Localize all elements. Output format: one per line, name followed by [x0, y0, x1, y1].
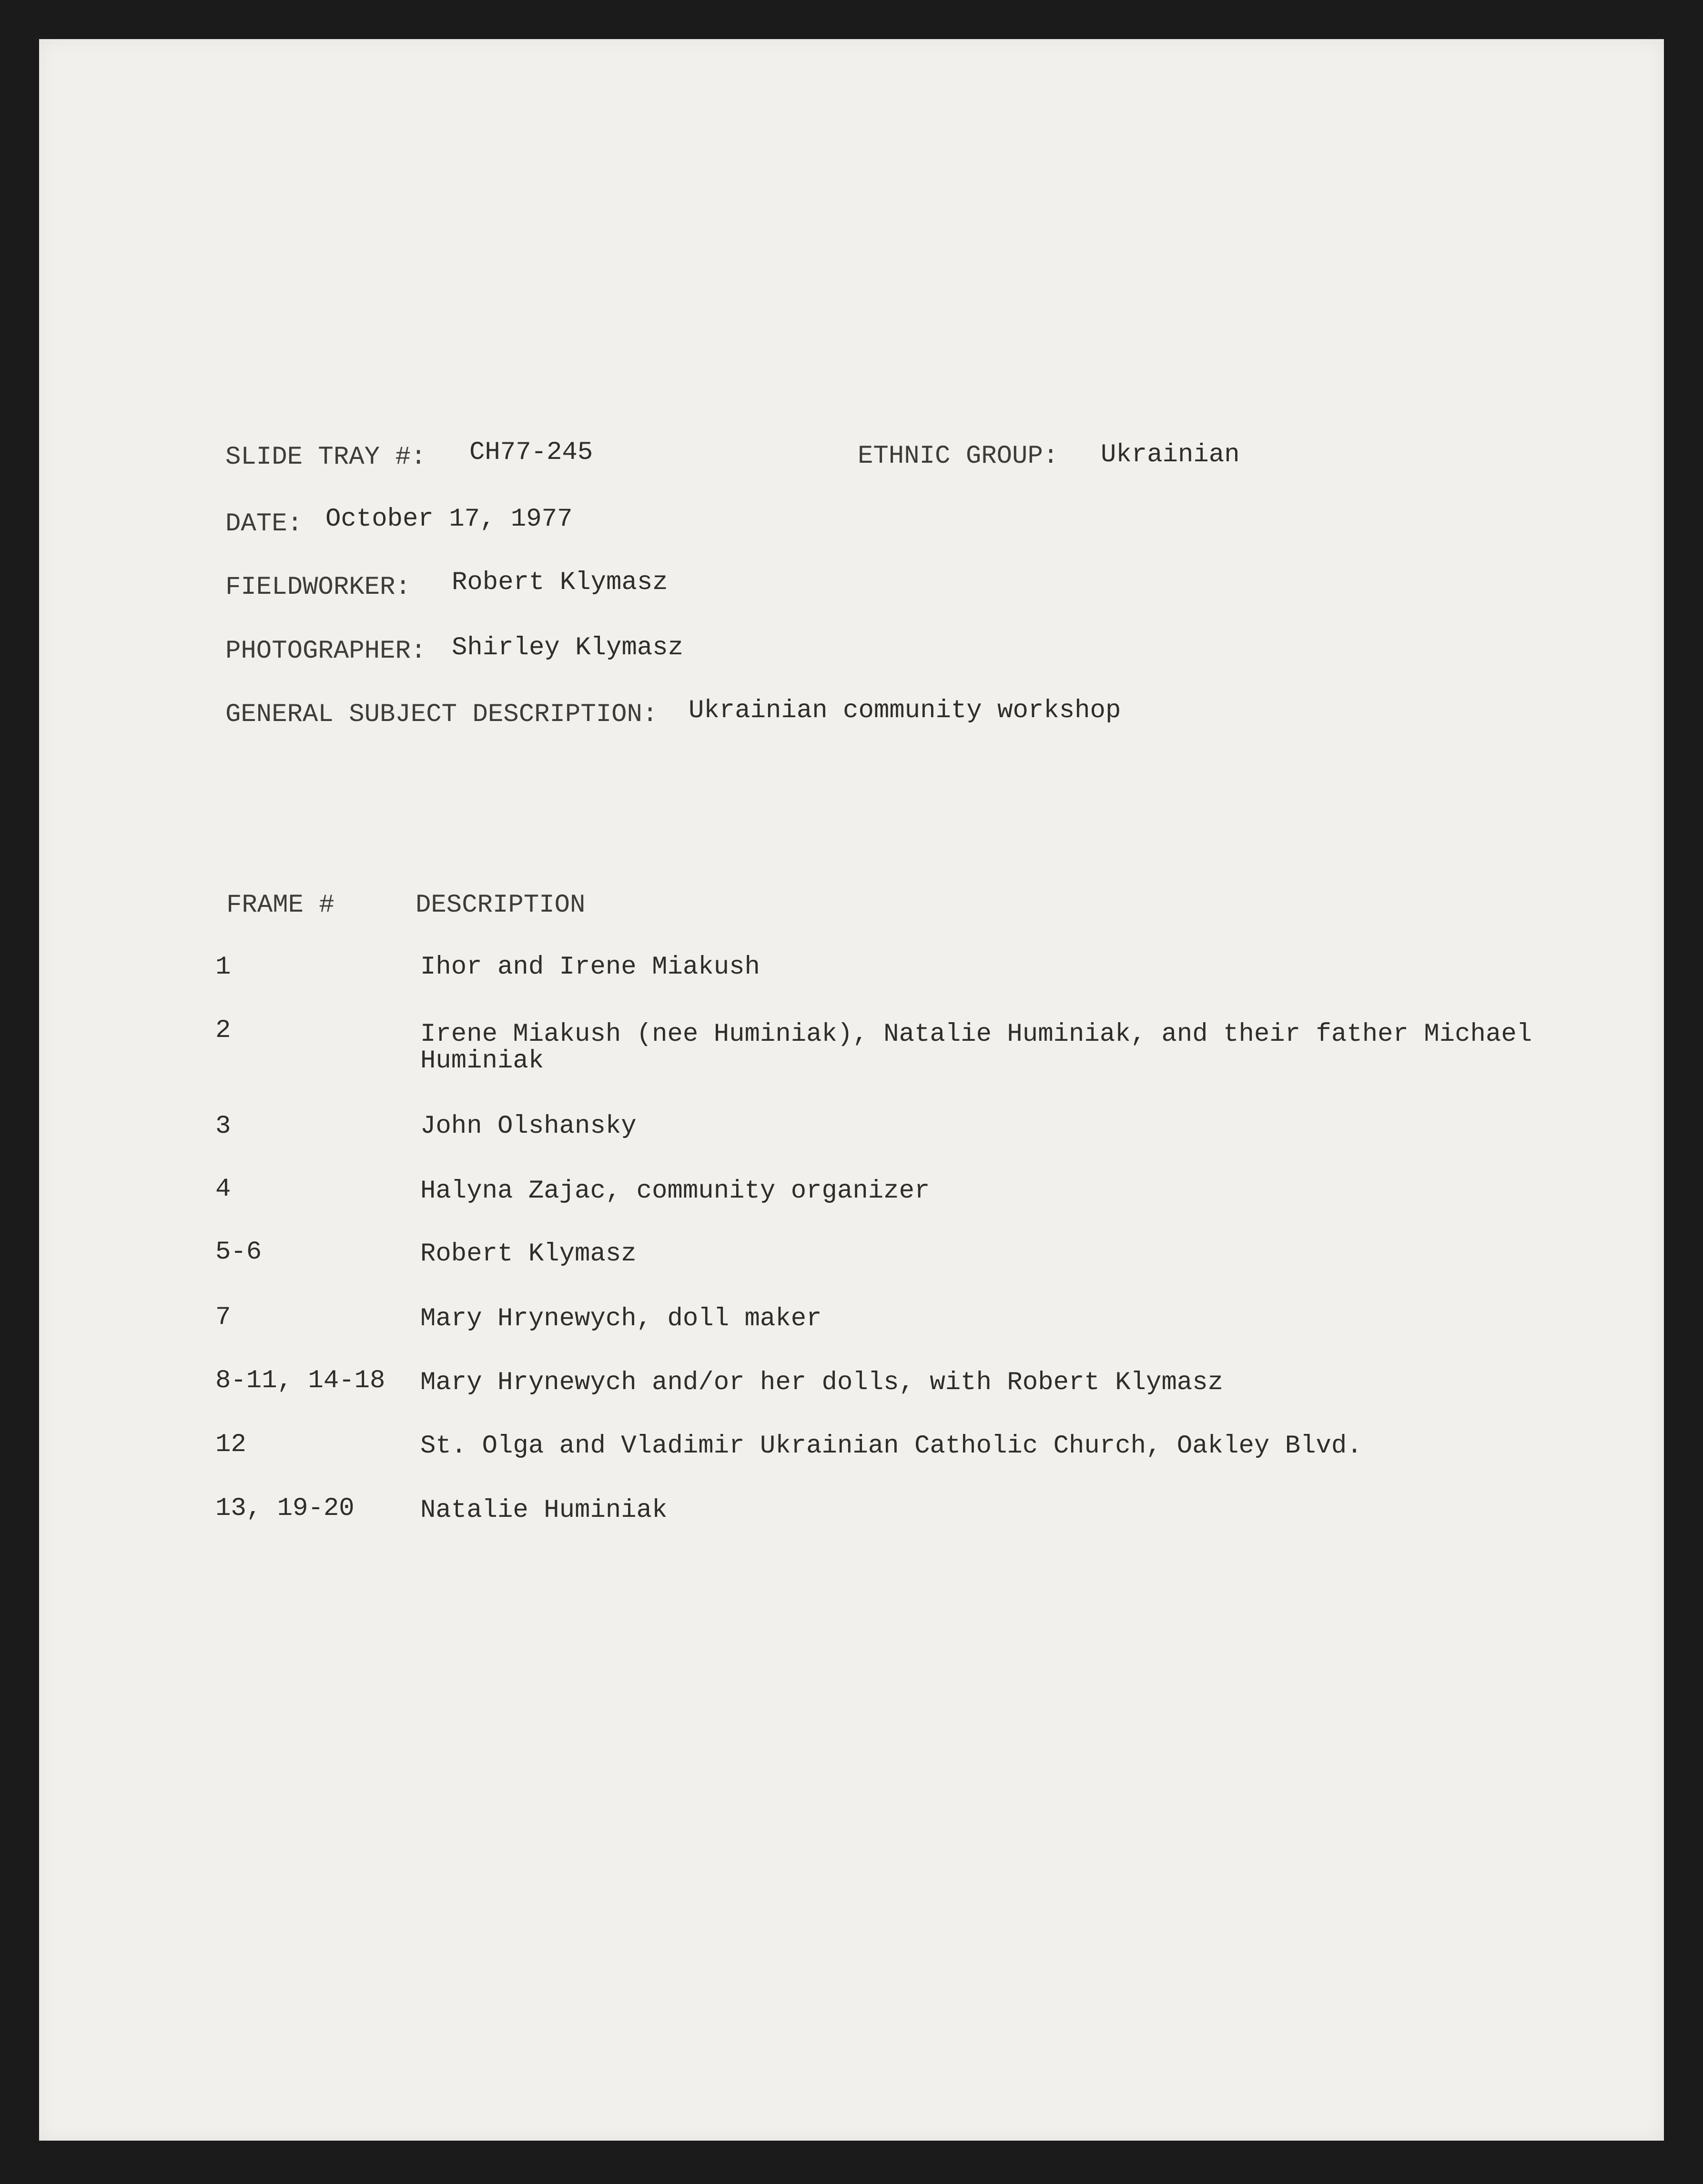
- slide-tray-label: SLIDE TRAY #:: [225, 443, 426, 472]
- frame-description: Halyna Zajac, community organizer: [420, 1177, 930, 1206]
- frame-description: Robert Klymasz: [420, 1239, 637, 1269]
- frame-description: St. Olga and Vladimir Ukrainian Catholic Church, Oakley Blvd.: [420, 1432, 1362, 1461]
- frame-number: 8-11, 14-18: [215, 1366, 385, 1395]
- photographer-label: PHOTOGRAPHER:: [225, 637, 426, 666]
- ethnic-group-value: Ukrainian: [1101, 440, 1240, 469]
- frame-number: 7: [215, 1303, 231, 1332]
- frame-description: Ihor and Irene Miakush: [420, 953, 760, 982]
- frame-number: 1: [215, 953, 231, 982]
- frame-number: 12: [215, 1430, 246, 1459]
- ethnic-group-label: ETHNIC GROUP:: [858, 442, 1059, 471]
- frame-number: 2: [215, 1016, 231, 1045]
- column-header-frame: FRAME #: [226, 891, 335, 920]
- frame-number: 3: [215, 1112, 231, 1141]
- frame-description: Mary Hrynewych and/or her dolls, with Robert Klymasz: [420, 1368, 1224, 1397]
- document-page: [39, 39, 1664, 2141]
- frame-description: Mary Hrynewych, doll maker: [420, 1304, 822, 1333]
- fieldworker-label: FIELDWORKER:: [225, 573, 411, 602]
- frame-number: 13, 19-20: [215, 1494, 355, 1523]
- frame-description: John Olshansky: [420, 1112, 637, 1141]
- slide-tray-value: CH77-245: [469, 438, 593, 467]
- fieldworker-value: Robert Klymasz: [452, 568, 668, 597]
- frame-number: 4: [215, 1175, 231, 1204]
- frame-description-continued: Huminiak: [420, 1046, 544, 1076]
- photographer-value: Shirley Klymasz: [452, 633, 684, 662]
- date-value: October 17, 1977: [325, 505, 573, 534]
- date-label: DATE:: [225, 509, 303, 538]
- column-header-description: DESCRIPTION: [416, 891, 586, 920]
- frame-description: Irene Miakush (nee Huminiak), Natalie Huminiak, and their father Michael: [420, 1020, 1532, 1049]
- subject-label: GENERAL SUBJECT DESCRIPTION:: [225, 700, 658, 729]
- subject-value: Ukrainian community workshop: [689, 696, 1121, 725]
- frame-description: Natalie Huminiak: [420, 1496, 668, 1525]
- frame-number: 5-6: [215, 1238, 262, 1267]
